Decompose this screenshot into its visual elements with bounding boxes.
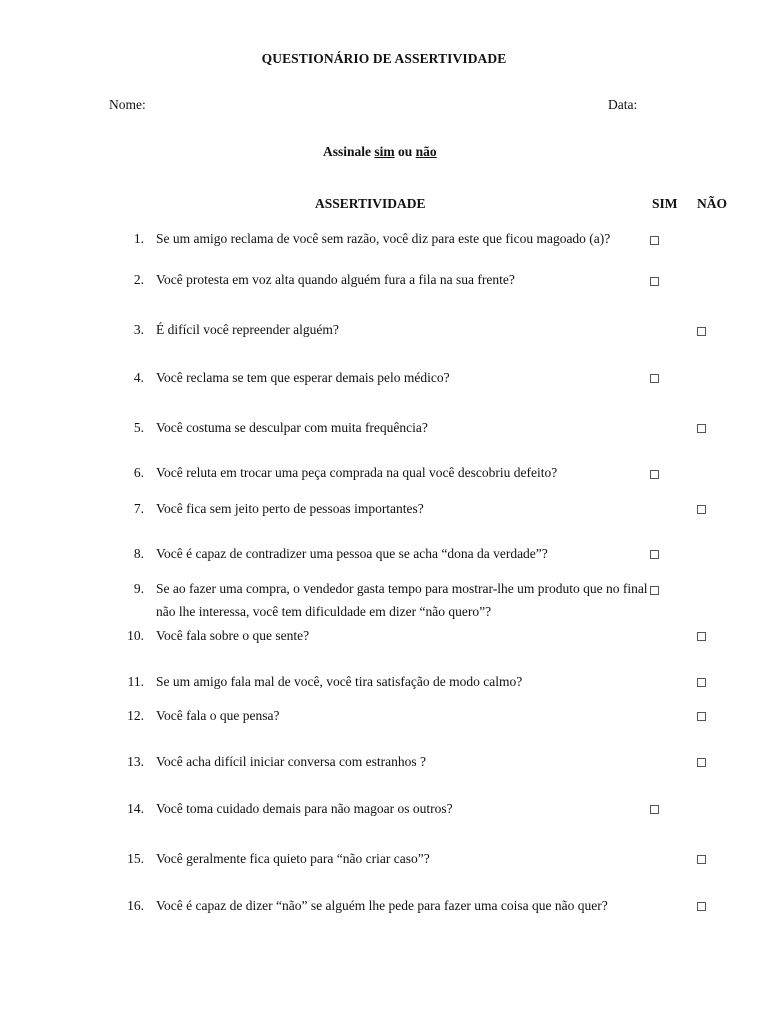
question-text: Você fica sem jeito perto de pessoas importantes? bbox=[156, 501, 424, 516]
question-text: Se um amigo reclama de você sem razão, você diz para este que ficou magoado (a)? bbox=[156, 231, 611, 246]
nao-checkbox[interactable] bbox=[697, 712, 706, 721]
sim-checkbox[interactable] bbox=[650, 374, 659, 383]
question-number: 2. bbox=[133, 272, 144, 287]
data-label: Data: bbox=[608, 97, 638, 112]
question-number: 3. bbox=[133, 322, 144, 337]
sim-checkbox[interactable] bbox=[650, 470, 659, 479]
instruction-prefix: Assinale bbox=[323, 144, 375, 159]
sim-checkbox[interactable] bbox=[650, 550, 659, 559]
nao-checkbox[interactable] bbox=[697, 424, 706, 433]
instruction bbox=[323, 144, 437, 160]
instruction-nao: não bbox=[415, 144, 437, 159]
question-text: Você costuma se desculpar com muita frequência? bbox=[156, 420, 428, 435]
question-number: 13. bbox=[127, 754, 144, 769]
nao-checkbox[interactable] bbox=[697, 632, 706, 641]
question-text: Você é capaz de contradizer uma pessoa que se acha “dona da verdade”? bbox=[156, 546, 548, 561]
sim-checkbox[interactable] bbox=[650, 586, 659, 595]
column-sim-heading: SIM bbox=[652, 196, 678, 211]
question-number: 9. bbox=[133, 581, 144, 596]
instruction-sim: sim bbox=[374, 144, 395, 159]
question-number: 6. bbox=[133, 465, 144, 480]
nao-checkbox[interactable] bbox=[697, 505, 706, 514]
question-text: Se ao fazer uma compra, o vendedor gasta tempo para mostrar-lhe um produto que no final não lhe interessa, você tem dificuldade em dizer “não quero”? bbox=[156, 581, 648, 619]
question-number: 14. bbox=[127, 801, 144, 816]
nome-label: Nome: bbox=[109, 97, 146, 112]
question-number: 10. bbox=[127, 628, 144, 643]
question-number: 4. bbox=[133, 370, 144, 385]
question-number: 1. bbox=[133, 231, 144, 246]
question-number: 5. bbox=[133, 420, 144, 435]
sim-checkbox[interactable] bbox=[650, 236, 659, 245]
nao-checkbox[interactable] bbox=[697, 902, 706, 911]
instruction-middle: ou bbox=[394, 144, 416, 159]
question-text: Você protesta em voz alta quando alguém fura a fila na sua frente? bbox=[156, 272, 515, 287]
sim-checkbox[interactable] bbox=[650, 277, 659, 286]
question-number: 8. bbox=[133, 546, 144, 561]
question-text: Você acha difícil iniciar conversa com estranhos ? bbox=[156, 754, 427, 769]
question-text: Você reclama se tem que esperar demais pelo médico? bbox=[156, 370, 450, 385]
question-number: 16. bbox=[127, 898, 144, 913]
question-text: Você toma cuidado demais para não magoar os outros? bbox=[156, 801, 453, 816]
question-text: Se um amigo fala mal de você, você tira satisfação de modo calmo? bbox=[156, 674, 523, 689]
page-title: QUESTIONÁRIO DE ASSERTIVIDADE bbox=[261, 51, 507, 66]
question-text: Você fala o que pensa? bbox=[156, 708, 280, 723]
question-text: Você é capaz de dizer “não” se alguém lhe pede para fazer uma coisa que não quer? bbox=[156, 898, 608, 913]
sim-checkbox[interactable] bbox=[650, 805, 659, 814]
question-number: 11. bbox=[127, 674, 144, 689]
question-text: Você reluta em trocar uma peça comprada na qual você descobriu defeito? bbox=[156, 465, 558, 480]
nao-checkbox[interactable] bbox=[697, 855, 706, 864]
column-nao-heading: NÃO bbox=[697, 196, 727, 211]
question-text: Você geralmente fica quieto para “não criar caso”? bbox=[156, 851, 430, 866]
nao-checkbox[interactable] bbox=[697, 758, 706, 767]
question-number: 12. bbox=[127, 708, 144, 723]
nao-checkbox[interactable] bbox=[697, 327, 706, 336]
question-text: É difícil você repreender alguém? bbox=[156, 322, 339, 337]
section-heading: ASSERTIVIDADE bbox=[315, 196, 426, 211]
question-number: 15. bbox=[127, 851, 144, 866]
question-number: 7. bbox=[133, 501, 144, 516]
nao-checkbox[interactable] bbox=[697, 678, 706, 687]
question-text: Você fala sobre o que sente? bbox=[156, 628, 310, 643]
